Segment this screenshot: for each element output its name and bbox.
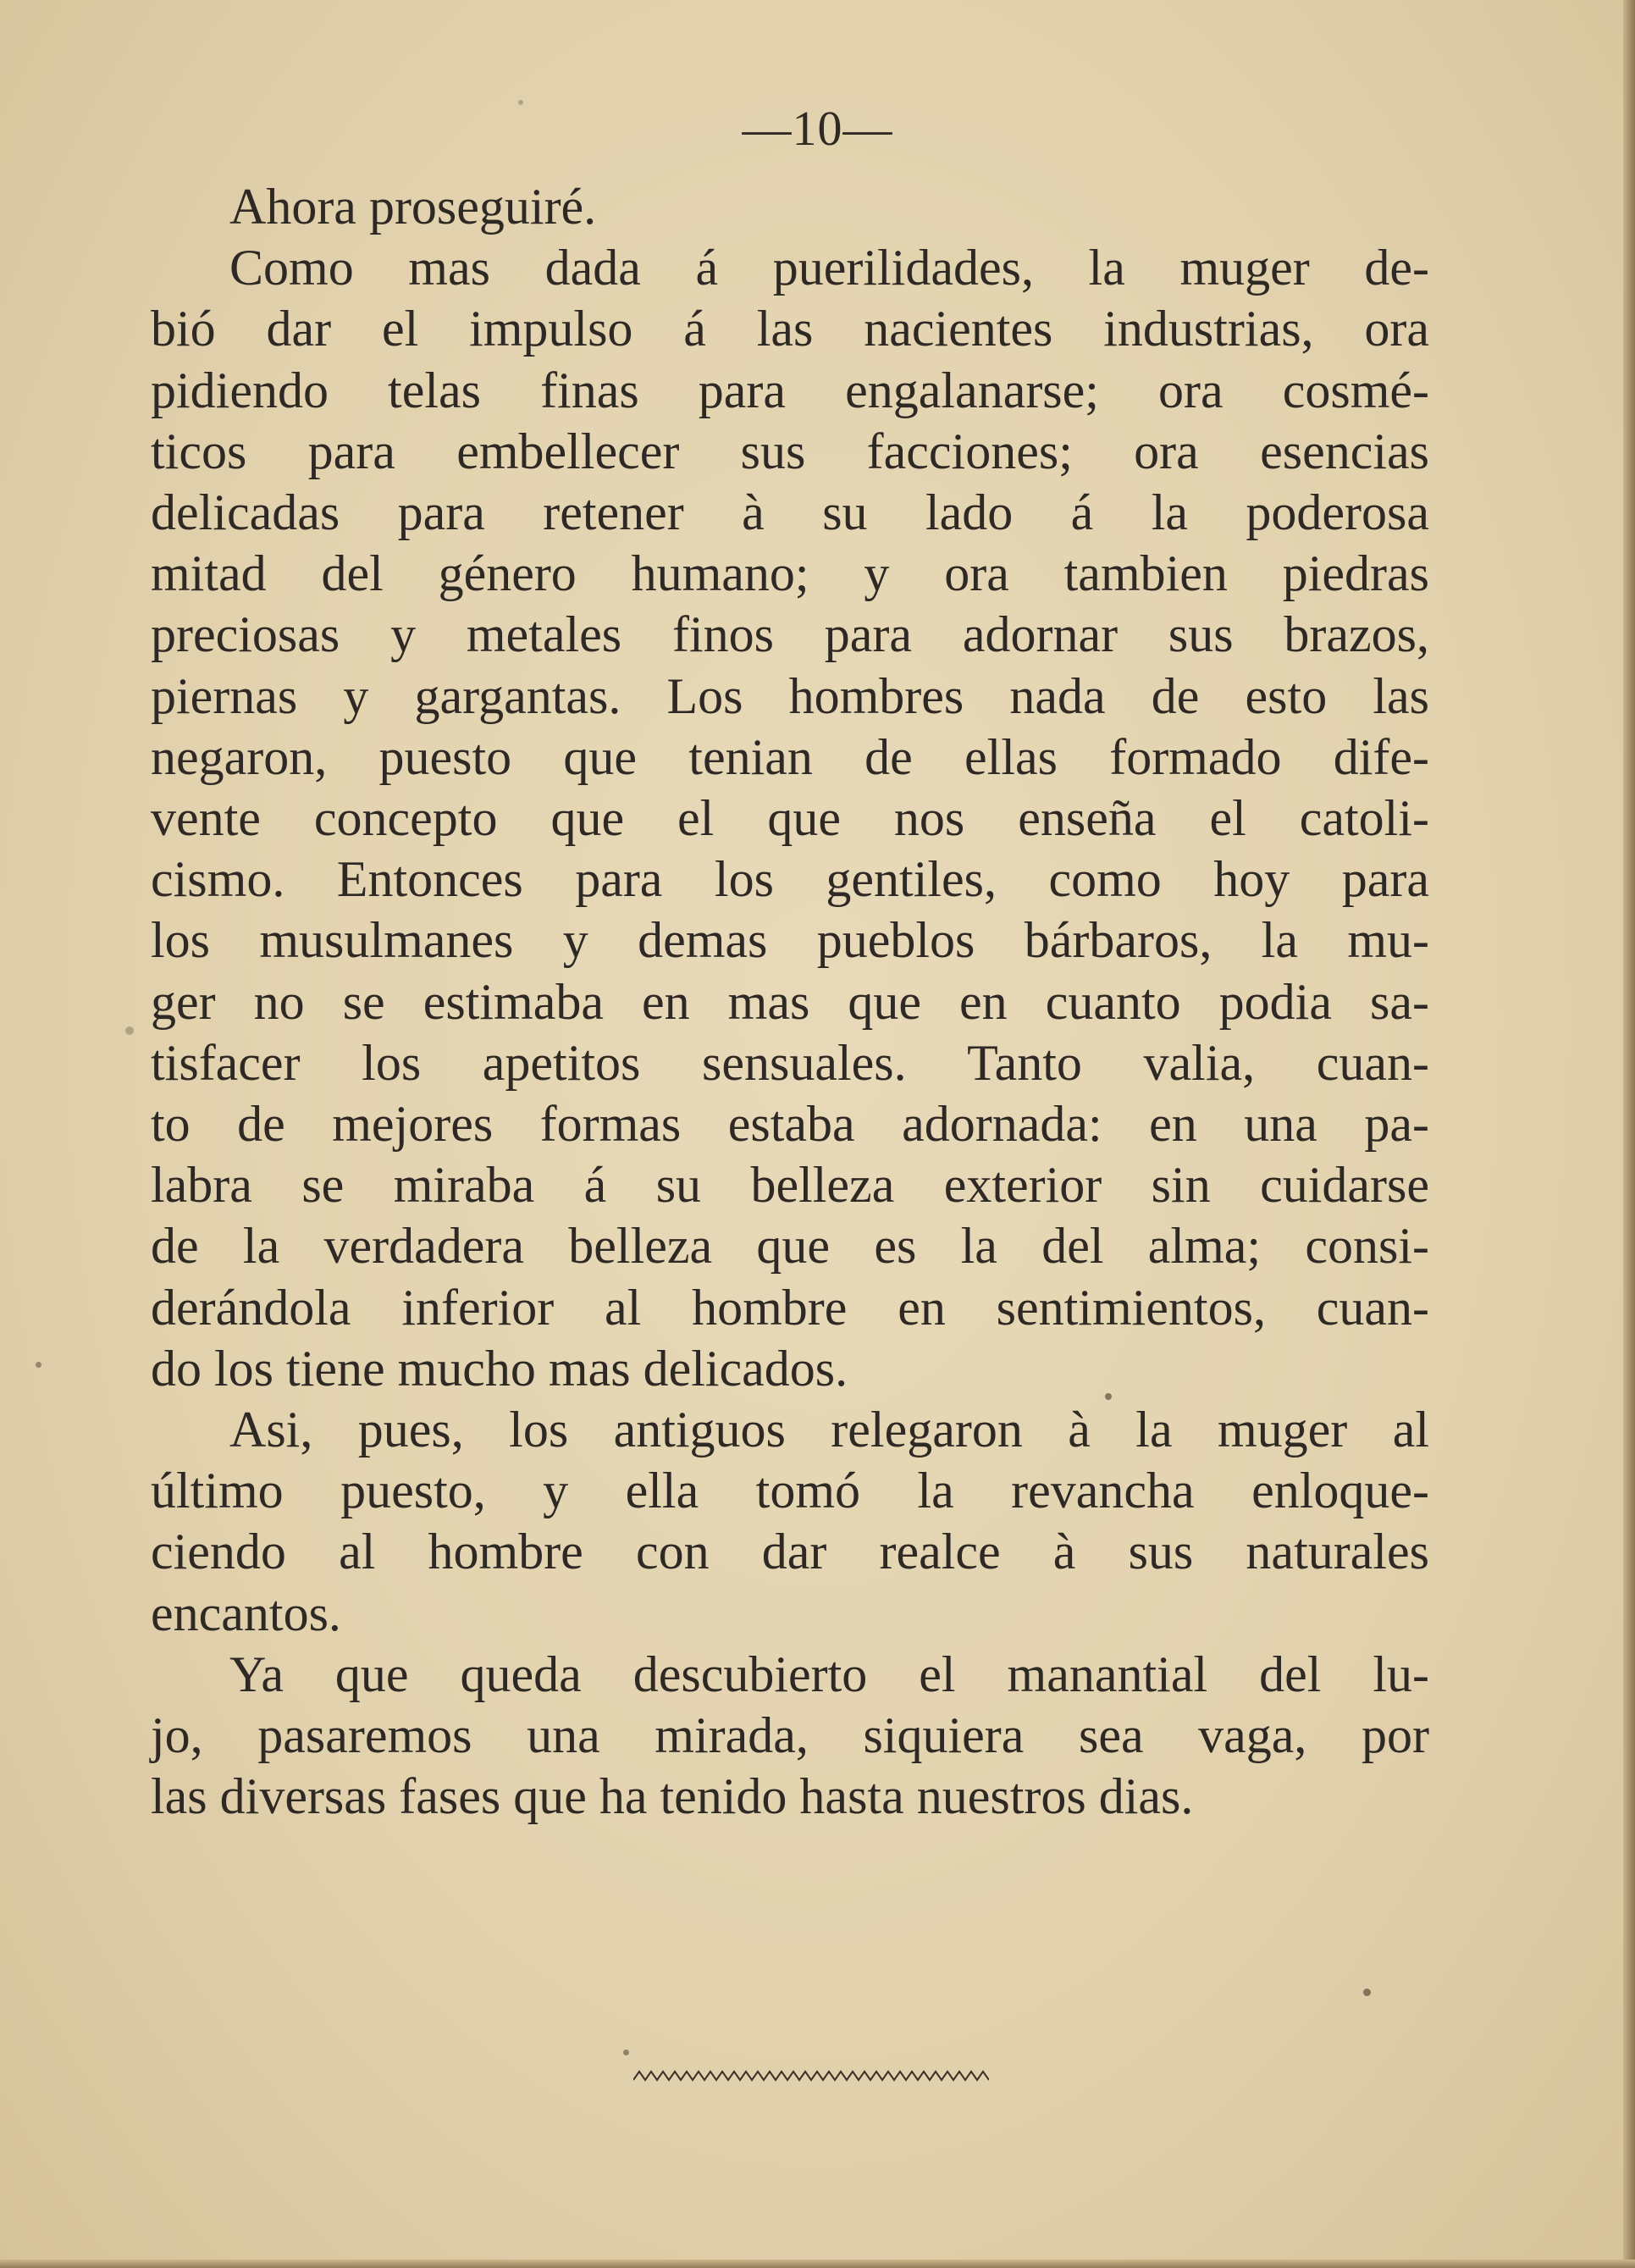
text-line: labra se miraba á su belleza exterior sin cuidarse [151, 1157, 1429, 1214]
ink-speck [36, 1362, 41, 1368]
ink-speck [1363, 1989, 1371, 1996]
text-line: vente concepto que el que nos enseña el catoli- [151, 790, 1429, 847]
text-line: los musulmanes y demas pueblos bárbaros, la mu- [151, 912, 1429, 969]
text-line: Asi, pues, los antiguos relegaron à la muger al [229, 1402, 1429, 1458]
text-line: de la verdadera belleza que es la del alma; consi- [151, 1218, 1429, 1275]
text-line: jo, pasaremos una mirada, siquiera sea vaga, por [151, 1707, 1429, 1764]
body-text [151, 176, 1429, 1827]
text-line: mitad del género humano; y ora tambien piedras [151, 545, 1429, 602]
text-line: ticos para embellecer sus facciones; ora esencias [151, 423, 1429, 479]
page-number: —10— [742, 101, 893, 156]
text-line: negaron, puesto que tenian de ellas formado dife- [151, 728, 1429, 785]
ink-speck [623, 2049, 629, 2055]
page-edge-bottom [0, 2260, 1635, 2268]
text-line: tisfacer los apetitos sensuales. Tanto valia, cuan- [151, 1034, 1429, 1091]
text-line: delicadas para retener à su lado á la poderosa [151, 484, 1429, 541]
text-line: bió dar el impulso á las nacientes industrias, ora [151, 301, 1429, 357]
text-line: ger no se estimaba en mas que en cuanto podia sa- [151, 973, 1429, 1030]
text-line: último puesto, y ella tomó la revancha enloque- [151, 1463, 1429, 1519]
text-line: Como mas dada á puerilidades, la muger de- [229, 240, 1429, 296]
text-line: Ahora proseguiré. [229, 179, 597, 235]
text-line: do los tiene mucho mas delicados. [151, 1340, 848, 1397]
text-line: cismo. Entonces para los gentiles, como hoy para [151, 851, 1429, 908]
text-line: ciendo al hombre con dar realce à sus naturales [151, 1524, 1429, 1580]
ink-speck [1105, 1393, 1112, 1400]
text-line: pidiendo telas finas para engalanarse; ora cosmé- [151, 362, 1429, 418]
text-line: Ya que queda descubierto el manantial del lu- [229, 1646, 1429, 1702]
text-line: las diversas fases que ha tenido hasta nuestros dias. [151, 1768, 1194, 1825]
page-edge-right [1623, 0, 1635, 2268]
end-ornament [633, 2068, 989, 2083]
text-line: encantos. [151, 1585, 341, 1641]
text-line: to de mejores formas estaba adornada: en una pa- [151, 1096, 1429, 1153]
text-line: piernas y gargantas. Los hombres nada de esto las [151, 667, 1429, 724]
ink-speck [518, 100, 523, 105]
ink-speck [125, 1026, 134, 1035]
text-line: derándola inferior al hombre en sentimientos, cuan- [151, 1279, 1429, 1336]
text-line: preciosas y metales finos para adornar sus brazos, [151, 606, 1429, 663]
